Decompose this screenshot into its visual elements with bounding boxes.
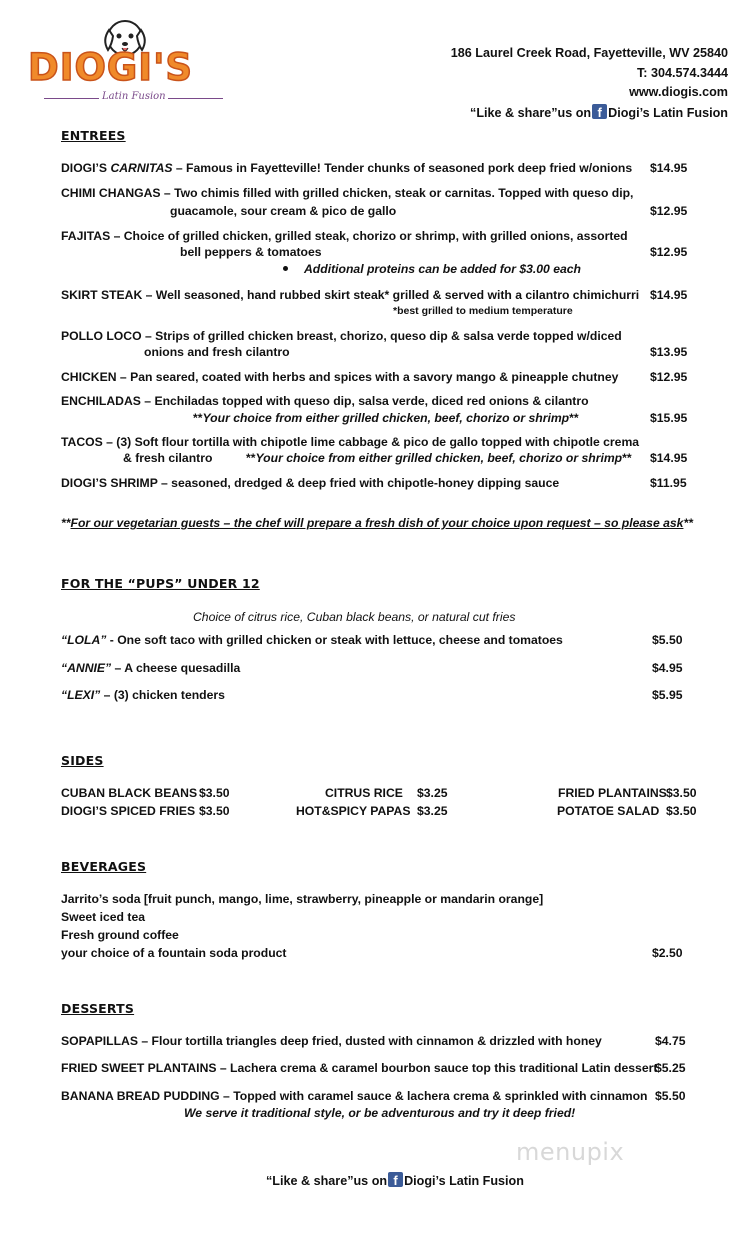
- menu-item-pollo-line2: onions and fresh cilantro: [144, 345, 290, 359]
- menu-item-tacos-line2: & fresh cilantro: [123, 451, 213, 465]
- social-line[interactable]: [470, 104, 728, 120]
- price: $2.50: [652, 946, 683, 960]
- sides-heading: SIDES: [61, 753, 104, 768]
- menu-item-chimi: CHIMI CHANGAS – Two chimis filled with grilled chicken, steak or carnitas. Topped with queso dip,: [61, 186, 634, 200]
- tacos-choice: [246, 451, 632, 465]
- facebook-icon[interactable]: f: [592, 104, 607, 119]
- side-item: CUBAN BLACK BEANS: [61, 786, 198, 800]
- social-prefix: “Like & share”us on: [470, 106, 592, 120]
- menu-item-chicken: CHICKEN – Pan seared, coated with herbs and spices with a savory mango & pineapple chutney: [61, 370, 619, 384]
- beverage-line: Sweet iced tea: [61, 910, 145, 924]
- menu-item-chimi-line2: guacamole, sour cream & pico de gallo: [170, 204, 397, 218]
- side-item: POTATOE SALAD: [557, 804, 660, 818]
- side-item: FRIED PLANTAINS: [558, 786, 667, 800]
- item-desc: - One soft taco with grilled chicken or steak with lettuce, cheese and tomatoes: [106, 633, 563, 647]
- side-item: CITRUS RICE: [325, 786, 403, 800]
- price: $13.95: [650, 345, 688, 359]
- price: $5.50: [652, 633, 683, 647]
- dessert-item: BANANA BREAD PUDDING – Topped with caramel sauce & lachera crema & sprinkled with cinnamon: [61, 1089, 648, 1103]
- menu-item-pollo: POLLO LOCO – Strips of grilled chicken breast, chorizo, queso dip & salsa verde topped w/diced: [61, 329, 622, 343]
- beverage-line: Jarrito’s soda [fruit punch, mango, lime, strawberry, pineapple or mandarin orange]: [61, 892, 544, 906]
- price: $4.95: [652, 661, 683, 675]
- dessert-item: SOPAPILLAS – Flour tortilla triangles deep fried, dusted with cinnamon & drizzled with honey: [61, 1034, 602, 1048]
- asterisks: **: [246, 451, 256, 465]
- item-name-italic: CARNITAS: [110, 161, 173, 175]
- item-name: DIOGI’S: [61, 161, 111, 175]
- menu-item-tacos: TACOS – (3) Soft flour tortilla with chipotle lime cabbage & pico de gallo topped with chipotle crema: [61, 435, 640, 449]
- asterisks: **: [569, 411, 579, 425]
- dessert-note: We serve it traditional style, or be adventurous and try it deep fried!: [184, 1106, 576, 1120]
- logo-subtitle: Latin Fusion: [102, 91, 166, 102]
- item-name: “ANNIE”: [61, 661, 112, 675]
- pups-note: Choice of citrus rice, Cuban black beans, or natural cut fries: [193, 610, 516, 624]
- beverages-heading: BEVERAGES: [61, 859, 147, 874]
- menu-item-fajitas: FAJITAS – Choice of grilled chicken, grilled steak, chorizo or shrimp, with grilled onions, assorted: [61, 229, 628, 243]
- price: $3.50: [666, 804, 697, 818]
- menu-item-shrimp: DIOGI’S SHRIMP – seasoned, dredged & deep fried with chipotle-honey dipping sauce: [61, 476, 560, 490]
- price: $3.50: [199, 786, 230, 800]
- note-text: Additional proteins can be added for $3.00 each: [304, 262, 581, 276]
- item-name: “LEXI”: [61, 688, 101, 702]
- menu-item-enchiladas: ENCHILADAS – Enchiladas topped with queso dip, salsa verde, diced red onions & cilantro: [61, 394, 589, 408]
- social-name: Diogi’s Latin Fusion: [404, 1174, 524, 1188]
- side-item: DIOGI’S SPICED FRIES: [61, 804, 196, 818]
- skirt-note: *best grilled to medium temperature: [393, 305, 573, 317]
- logo-line: [44, 98, 99, 99]
- price: $3.25: [417, 804, 448, 818]
- address: 186 Laurel Creek Road, Fayetteville, WV 25840: [450, 46, 728, 60]
- logo-line: [168, 98, 223, 99]
- choice-text: Your choice from either grilled chicken, beef, chorizo or shrimp: [202, 411, 570, 425]
- item-desc: – Famous in Fayetteville! Tender chunks of seasoned pork deep fried w/onions: [172, 161, 633, 175]
- kids-item: [61, 633, 563, 647]
- kids-item: [61, 661, 240, 675]
- price: $12.95: [650, 245, 688, 259]
- facebook-icon[interactable]: f: [388, 1172, 403, 1187]
- price: $3.50: [199, 804, 230, 818]
- website-link[interactable]: www.diogis.com: [629, 85, 728, 99]
- price: $12.95: [650, 204, 688, 218]
- logo: [28, 14, 223, 106]
- dessert-item: FRIED SWEET PLANTAINS – Lachera crema & caramel bourbon sauce top this traditional Latin dessert: [61, 1061, 658, 1075]
- logo-text: DIOGI'S: [28, 46, 194, 89]
- phone: T: 304.574.3444: [636, 66, 728, 80]
- price: $5.50: [655, 1089, 686, 1103]
- asterisks: **: [61, 516, 71, 530]
- vegetarian-text: For our vegetarian guests – the chef will prepare a fresh dish of your choice upon request – so please ask: [70, 516, 684, 530]
- bullet-icon: [283, 266, 288, 271]
- price: $14.95: [650, 288, 688, 302]
- price: $14.95: [650, 451, 688, 465]
- menu-item-skirt: SKIRT STEAK – Well seasoned, hand rubbed skirt steak* grilled & served with a cilantro chimichurri: [61, 288, 640, 302]
- social-name: Diogi’s Latin Fusion: [608, 106, 728, 120]
- price: $3.50: [666, 786, 697, 800]
- entrees-heading: ENTREES: [61, 128, 126, 143]
- choice-text: Your choice from either grilled chicken, beef, chorizo or shrimp: [255, 451, 623, 465]
- pups-heading: FOR THE “PUPS” UNDER 12: [61, 576, 260, 591]
- price: $4.75: [655, 1034, 686, 1048]
- price: $11.95: [650, 476, 687, 490]
- side-item: HOT&SPICY PAPAS: [296, 804, 411, 818]
- vegetarian-note: [61, 516, 693, 530]
- price: $3.25: [417, 786, 448, 800]
- price: $5.25: [655, 1061, 686, 1075]
- price: $14.95: [650, 161, 688, 175]
- desserts-heading: DESSERTS: [61, 1001, 135, 1016]
- watermark: menupix: [516, 1138, 625, 1166]
- social-prefix: “Like & share”us on: [266, 1174, 388, 1188]
- beverage-line: Fresh ground coffee: [61, 928, 179, 942]
- item-desc: – (3) chicken tenders: [100, 688, 225, 702]
- menu-item-fajitas-line2: bell peppers & tomatoes: [180, 245, 322, 259]
- enchiladas-choice: [193, 411, 579, 425]
- footer-social-line[interactable]: [266, 1172, 524, 1188]
- item-name: “LOLA”: [61, 633, 107, 647]
- kids-item: [61, 688, 225, 702]
- price: $15.95: [650, 411, 688, 425]
- price: $5.95: [652, 688, 683, 702]
- menu-item-carnitas: [61, 161, 632, 175]
- beverage-line: your choice of a fountain soda product: [61, 946, 287, 960]
- price: $12.95: [650, 370, 688, 384]
- asterisks: **: [683, 516, 693, 530]
- item-desc: – A cheese quesadilla: [111, 661, 241, 675]
- fajitas-note: [283, 262, 581, 276]
- asterisks: **: [193, 411, 203, 425]
- asterisks: **: [622, 451, 632, 465]
